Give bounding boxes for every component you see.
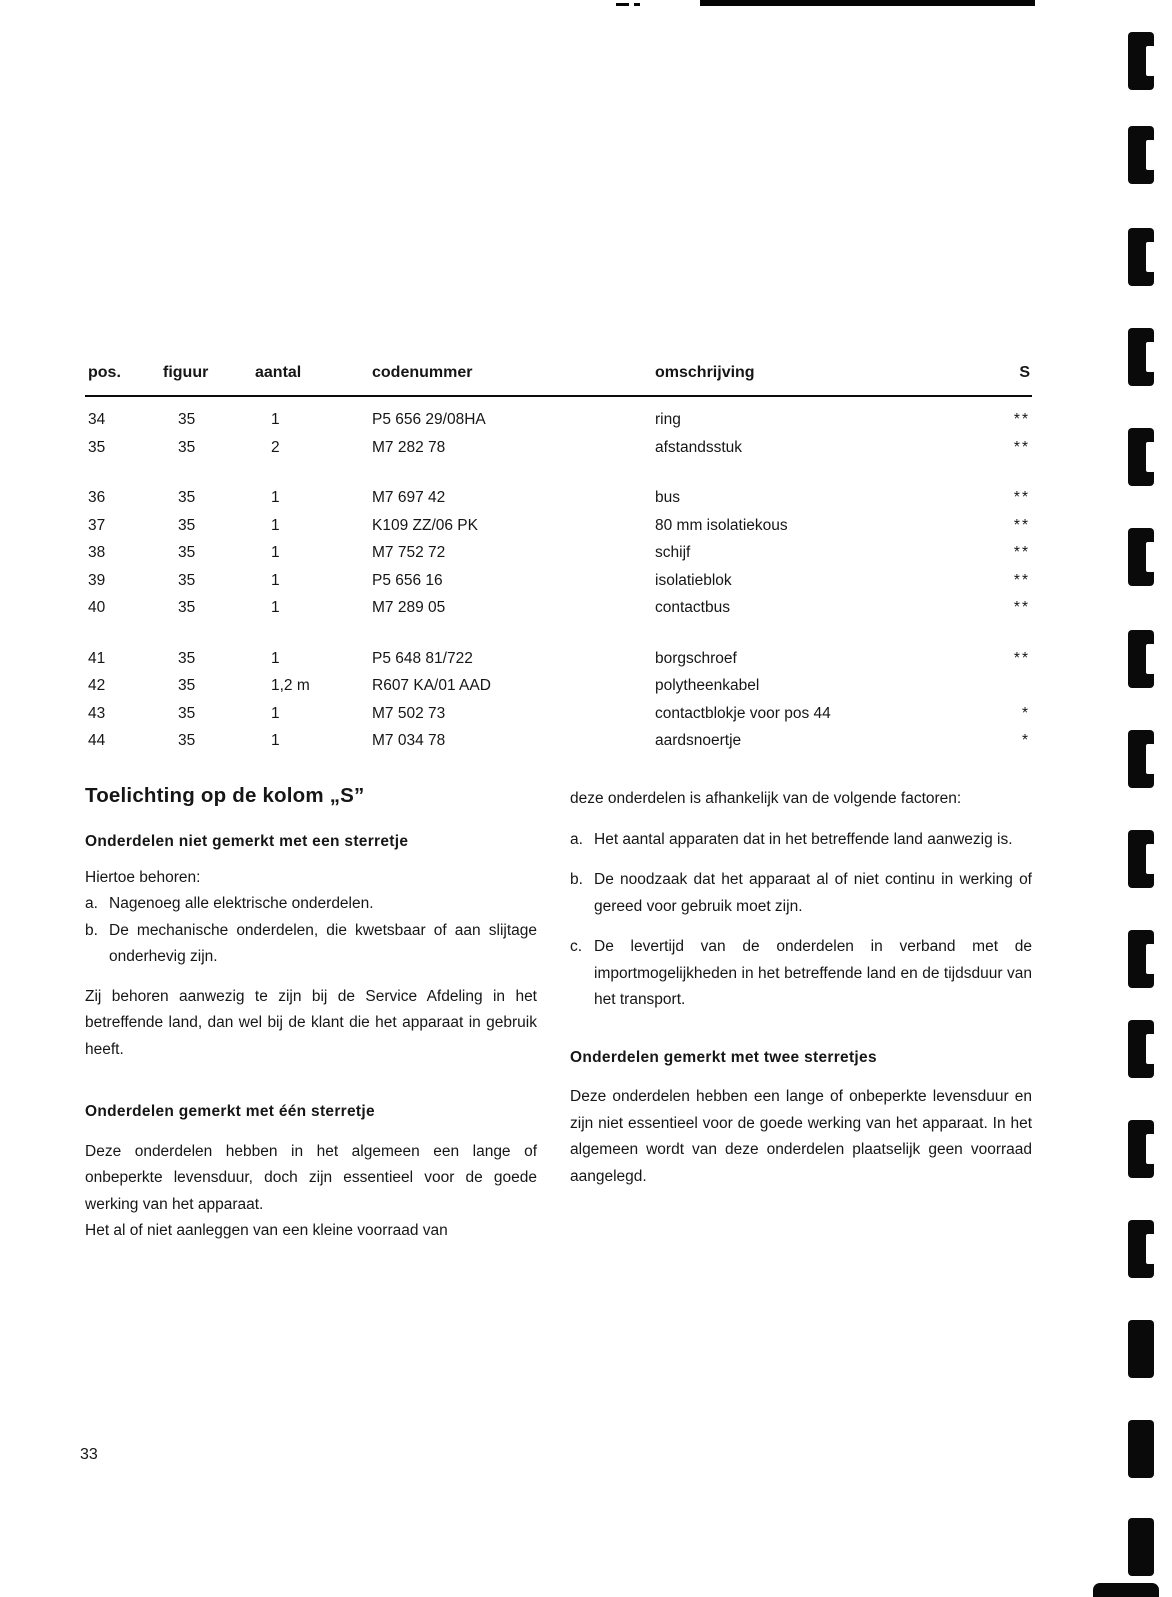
list-item xyxy=(85,891,537,918)
list-item xyxy=(85,918,537,971)
cell-figuur: 35 xyxy=(178,599,196,616)
binding-mark xyxy=(1128,730,1154,788)
cell-aantal: 1,2 m xyxy=(271,677,310,694)
section-title: Toelichting op de kolom „S” xyxy=(85,784,365,807)
list-marker: c. xyxy=(570,938,583,955)
binding-mark xyxy=(1093,1583,1159,1597)
cell-codenummer: M7 697 42 xyxy=(372,489,446,506)
list-text: De mechanische onderdelen, die kwetsbaar of aan slijtage onderhevig zijn. xyxy=(109,921,537,965)
cell-pos: 40 xyxy=(88,599,106,616)
cell-pos: 37 xyxy=(88,516,106,534)
cell-figuur: 35 xyxy=(178,732,196,749)
list-item xyxy=(570,827,1032,854)
binding-mark xyxy=(1128,32,1154,90)
cell-omschrijving: isolatieblok xyxy=(655,571,732,589)
cell-codenummer: M7 034 78 xyxy=(372,732,446,749)
cell-s: ** xyxy=(1013,438,1030,456)
column-header-omschrijving: omschrijving xyxy=(655,364,755,381)
cell-codenummer: R607 KA/01 AAD xyxy=(372,677,491,694)
list-marker: b. xyxy=(85,921,98,939)
left-column xyxy=(85,829,537,1245)
list-marker: b. xyxy=(570,871,583,888)
binding-mark xyxy=(1128,228,1154,286)
cell-codenummer: P5 656 16 xyxy=(372,571,443,589)
lettered-list xyxy=(85,891,537,971)
cell-aantal: 1 xyxy=(271,649,280,667)
cell-codenummer: P5 648 81/722 xyxy=(372,649,473,667)
subheading-no-star: Onderdelen niet gemerkt met een sterretje xyxy=(85,833,409,850)
list-marker: a. xyxy=(570,830,583,848)
cell-figuur: 35 xyxy=(178,544,196,561)
cell-s: ** xyxy=(1013,489,1030,506)
column-header-pos: pos. xyxy=(88,364,121,381)
binding-mark xyxy=(1128,630,1154,688)
table-row xyxy=(85,645,1032,673)
cell-pos: 39 xyxy=(88,571,106,589)
cell-codenummer: M7 502 73 xyxy=(372,704,446,722)
cell-figuur: 35 xyxy=(178,571,196,589)
table-row xyxy=(85,700,1032,728)
cell-omschrijving: 80 mm isolatiekous xyxy=(655,516,788,534)
column-header-codenummer: codenummer xyxy=(372,364,473,381)
cell-s: * xyxy=(1021,732,1030,749)
cell-aantal: 1 xyxy=(271,571,280,589)
list-item xyxy=(570,934,1032,1014)
right-column xyxy=(570,786,1032,1190)
cell-figuur: 35 xyxy=(178,677,196,694)
cell-pos: 35 xyxy=(88,438,106,456)
paragraph: Deze onderdelen hebben in het algemeen een lange of onbeperkte levensduur, doch zijn essentieel voor de goede werking van het apparaat. xyxy=(85,1142,537,1213)
cell-s: * xyxy=(1021,704,1030,722)
cell-codenummer: M7 289 05 xyxy=(372,599,446,616)
list-text: Het aantal apparaten dat in het betreffende land aanwezig is. xyxy=(594,830,1013,848)
paragraph: Deze onderdelen hebben een lange of onbeperkte levensduur en zijn niet essentieel voor de goede werking van het apparaat. In het algemeen wordt van deze onderdelen plaatselijk geen voorraad aangelegd. xyxy=(570,1088,1032,1185)
binding-mark xyxy=(1128,1220,1154,1278)
subheading-two-stars: Onderdelen gemerkt met twee sterretjes xyxy=(570,1048,877,1066)
cell-omschrijving: bus xyxy=(655,489,680,506)
cell-omschrijving: contactblokje voor pos 44 xyxy=(655,704,831,722)
column-header-aantal: aantal xyxy=(255,364,302,381)
cell-codenummer: M7 282 78 xyxy=(372,438,446,456)
scan-dash xyxy=(616,3,629,6)
cell-omschrijving: borgschroef xyxy=(655,649,737,667)
cell-codenummer: M7 752 72 xyxy=(372,544,446,561)
cell-s: ** xyxy=(1013,649,1030,667)
table-row xyxy=(85,539,1032,567)
cell-pos: 34 xyxy=(88,411,106,428)
list-text: De levertijd van de onderdelen in verband met de importmogelijkheden in het betreffende land en de tijdsduur van het transport. xyxy=(594,938,1032,1008)
cell-pos: 43 xyxy=(88,704,106,722)
cell-aantal: 1 xyxy=(271,489,280,506)
cell-aantal: 1 xyxy=(271,411,280,428)
table-row xyxy=(85,484,1032,512)
subheading-one-star: Onderdelen gemerkt met één sterretje xyxy=(85,1103,375,1120)
cell-omschrijving: contactbus xyxy=(655,599,730,616)
parts-table xyxy=(85,364,1032,755)
scan-top-bar xyxy=(700,0,1035,6)
table-row xyxy=(85,406,1032,434)
table-header-row xyxy=(85,364,1032,397)
cell-aantal: 2 xyxy=(271,438,280,456)
list-text: De noodzaak dat het apparaat al of niet continu in werking of gereed voor gebruik moet zijn. xyxy=(594,871,1032,915)
cell-pos: 38 xyxy=(88,544,106,561)
binding-mark xyxy=(1128,1120,1154,1178)
cell-codenummer: K109 ZZ/06 PK xyxy=(372,516,478,534)
cell-omschrijving: afstandsstuk xyxy=(655,438,743,456)
cell-aantal: 1 xyxy=(271,732,280,749)
cell-s: ** xyxy=(1013,571,1030,589)
table-row xyxy=(85,594,1032,622)
binding-mark xyxy=(1128,930,1154,988)
cell-omschrijving: aardsnoertje xyxy=(655,732,742,749)
column-header-figuur: figuur xyxy=(163,364,209,381)
cell-figuur: 35 xyxy=(178,438,196,456)
cell-aantal: 1 xyxy=(271,599,280,616)
list-text: Nagenoeg alle elektrische onderdelen. xyxy=(109,895,374,912)
cell-aantal: 1 xyxy=(271,516,280,534)
table-row xyxy=(85,567,1032,595)
page-number: 33 xyxy=(80,1446,98,1463)
scan-dash xyxy=(634,3,640,6)
cell-figuur: 35 xyxy=(178,649,196,667)
binding-mark xyxy=(1128,1518,1154,1576)
paragraph: deze onderdelen is afhankelijk van de volgende factoren: xyxy=(570,790,962,807)
table-row xyxy=(85,434,1032,462)
binding-mark xyxy=(1128,1020,1154,1078)
table-row xyxy=(85,512,1032,540)
paragraph: Het al of niet aanleggen van een kleine voorraad van xyxy=(85,1222,448,1239)
binding-mark xyxy=(1128,428,1154,486)
cell-pos: 36 xyxy=(88,489,106,506)
binding-mark xyxy=(1128,1420,1154,1478)
binding-mark xyxy=(1128,328,1154,386)
paragraph: Zij behoren aanwezig te zijn bij de Service Afdeling in het betreffende land, dan wel bij de klant die het apparaat in gebruik heeft. xyxy=(85,987,537,1058)
list-item xyxy=(570,867,1032,920)
cell-omschrijving: schijf xyxy=(655,544,691,561)
cell-pos: 42 xyxy=(88,677,106,694)
binding-mark xyxy=(1128,1320,1154,1378)
binding-mark xyxy=(1128,830,1154,888)
cell-figuur: 35 xyxy=(178,411,196,428)
cell-s: ** xyxy=(1013,516,1030,534)
binding-mark xyxy=(1128,528,1154,586)
cell-codenummer: P5 656 29/08HA xyxy=(372,411,486,428)
cell-figuur: 35 xyxy=(178,516,196,534)
table-row xyxy=(85,727,1032,755)
table-body xyxy=(85,397,1032,755)
column-header-s: S xyxy=(1019,364,1030,381)
cell-omschrijving: polytheenkabel xyxy=(655,677,760,694)
cell-s: ** xyxy=(1013,544,1030,561)
list-marker: a. xyxy=(85,895,98,912)
cell-omschrijving: ring xyxy=(655,411,681,428)
cell-pos: 41 xyxy=(88,649,106,667)
cell-pos: 44 xyxy=(88,732,106,749)
table-row xyxy=(85,672,1032,700)
cell-s: ** xyxy=(1013,411,1030,428)
cell-figuur: 35 xyxy=(178,489,196,506)
binding-mark xyxy=(1128,126,1154,184)
paragraph: Hiertoe behoren: xyxy=(85,868,201,886)
cell-s: ** xyxy=(1013,599,1030,616)
cell-aantal: 1 xyxy=(271,704,280,722)
cell-aantal: 1 xyxy=(271,544,280,561)
cell-figuur: 35 xyxy=(178,704,196,722)
lettered-list xyxy=(570,827,1032,1014)
